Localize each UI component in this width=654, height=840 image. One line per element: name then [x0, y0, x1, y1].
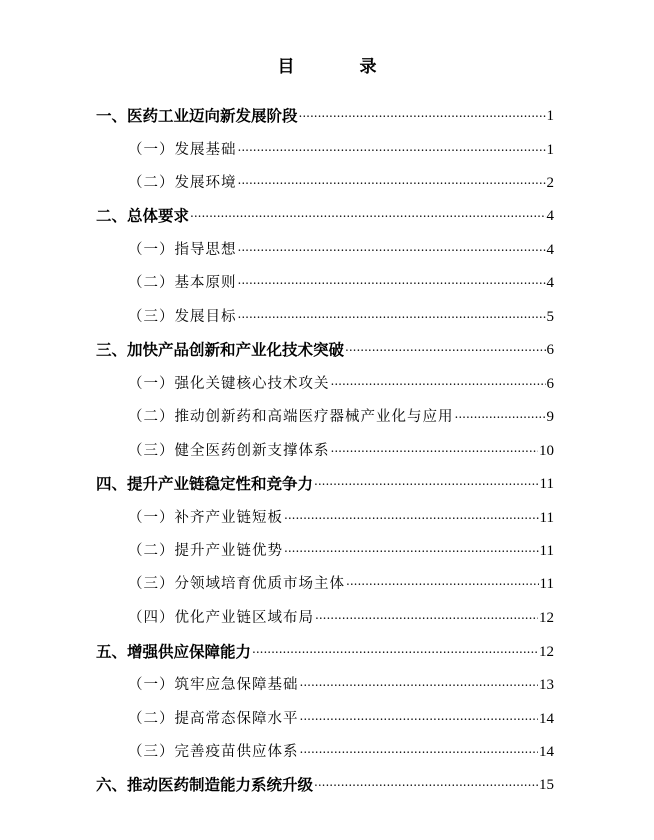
toc-leader-dots: [331, 436, 539, 460]
toc-entry-label: 四、提升产业链稳定性和竞争力: [96, 474, 314, 493]
toc-entry[interactable]: [0, 238, 654, 262]
toc-leader-dots: [190, 201, 545, 225]
toc-entry-page: 15: [539, 777, 554, 793]
toc-entry[interactable]: [0, 439, 654, 463]
toc-leader-dots: [331, 369, 546, 393]
toc-entry[interactable]: [0, 773, 654, 797]
toc-entry[interactable]: [0, 740, 654, 764]
toc-leader-dots: [238, 168, 546, 192]
toc-entry-label: （四）优化产业链区域布局: [128, 610, 314, 626]
toc-entry[interactable]: [0, 372, 654, 396]
toc-entry-page: 6: [546, 342, 554, 358]
toc-entry[interactable]: [0, 305, 654, 329]
toc-entry[interactable]: [0, 472, 654, 496]
toc-leader-dots: [299, 101, 546, 125]
toc-entry[interactable]: [0, 171, 654, 195]
toc-entry[interactable]: [0, 138, 654, 162]
toc-entry-label: 三、加快产品创新和产业化技术突破: [96, 340, 345, 359]
toc-leader-dots: [238, 135, 546, 159]
toc-leader-dots: [300, 737, 539, 761]
toc-leader-dots: [300, 670, 539, 694]
toc-entry-page: 11: [539, 510, 554, 526]
toc-entry-label: （三）分领域培育优质市场主体: [128, 576, 345, 592]
toc-leader-dots: [284, 536, 539, 560]
toc-leader-dots: [252, 637, 538, 661]
toc-entry-page: 5: [546, 309, 554, 325]
toc-entry[interactable]: [0, 640, 654, 664]
toc-leader-dots: [455, 402, 546, 426]
page-title: 目 录: [277, 57, 401, 77]
toc-entry[interactable]: [0, 405, 654, 429]
toc-entry-page: 1: [546, 142, 554, 158]
toc-entry-label: 五、增强供应保障能力: [96, 642, 252, 661]
toc-entry[interactable]: [0, 673, 654, 697]
toc-entry-label: （三）健全医药创新支撑体系: [128, 443, 330, 459]
toc-leader-dots: [238, 302, 546, 326]
toc-entry-label: （一）强化关键核心技术攻关: [128, 376, 330, 392]
toc-entry-label: 二、总体要求: [96, 206, 190, 225]
toc-entry-label: （二）提升产业链优势: [128, 543, 283, 559]
toc-entry-label: （三）发展目标: [128, 309, 237, 325]
toc-entry-page: 4: [546, 242, 554, 258]
toc-entry[interactable]: [0, 539, 654, 563]
toc-leader-dots: [238, 268, 546, 292]
toc-entry-label: （二）基本原则: [128, 275, 237, 291]
toc-entry-page: 6: [546, 376, 554, 392]
toc-entry-page: 4: [546, 208, 554, 224]
toc-entry[interactable]: [0, 506, 654, 530]
toc-entry[interactable]: [0, 104, 654, 128]
toc-entry-page: 11: [539, 576, 554, 592]
toc-entry-label: （二）推动创新药和高端医疗器械产业化与应用: [128, 409, 454, 425]
toc-entry-page: 2: [546, 175, 554, 191]
toc-entry[interactable]: [0, 572, 654, 596]
toc-entry[interactable]: [0, 204, 654, 228]
toc-entry[interactable]: [0, 338, 654, 362]
toc-entry-page: 11: [539, 543, 554, 559]
toc-entry-label: 六、推动医药制造能力系统升级: [96, 775, 314, 794]
toc-entry-page: 11: [539, 476, 554, 492]
toc-entry-label: （二）提高常态保障水平: [128, 711, 299, 727]
toc-entry-label: 一、医药工业迈向新发展阶段: [96, 106, 298, 125]
toc-leader-dots: [314, 469, 539, 493]
toc-entry-label: （一）发展基础: [128, 142, 237, 158]
toc-entry-label: （一）补齐产业链短板: [128, 510, 283, 526]
toc-entry-label: （三）完善疫苗供应体系: [128, 744, 299, 760]
toc-entry-page: 12: [539, 644, 554, 660]
toc-entry-page: 14: [539, 744, 554, 760]
toc-entry-label: （一）筑牢应急保障基础: [128, 677, 299, 693]
toc-entry-page: 13: [539, 677, 554, 693]
toc-entry-page: 9: [546, 409, 554, 425]
toc-entry-label: （一）指导思想: [128, 242, 237, 258]
toc-entry-page: 12: [539, 610, 554, 626]
toc-entry[interactable]: [0, 271, 654, 295]
toc-leader-dots: [238, 235, 546, 259]
toc-entry-page: 1: [546, 108, 554, 124]
toc-entry-label: （二）发展环境: [128, 175, 237, 191]
toc-entry-page: 4: [546, 275, 554, 291]
toc-entry[interactable]: [0, 606, 654, 630]
toc-leader-dots: [345, 335, 545, 359]
toc-leader-dots: [315, 603, 538, 627]
toc-leader-dots: [346, 569, 539, 593]
toc-leader-dots: [284, 503, 539, 527]
toc-entry-page: 10: [539, 443, 554, 459]
toc-entry[interactable]: [0, 707, 654, 731]
toc-leader-dots: [300, 704, 539, 728]
toc-leader-dots: [314, 770, 538, 794]
toc-entry-page: 14: [539, 711, 554, 727]
